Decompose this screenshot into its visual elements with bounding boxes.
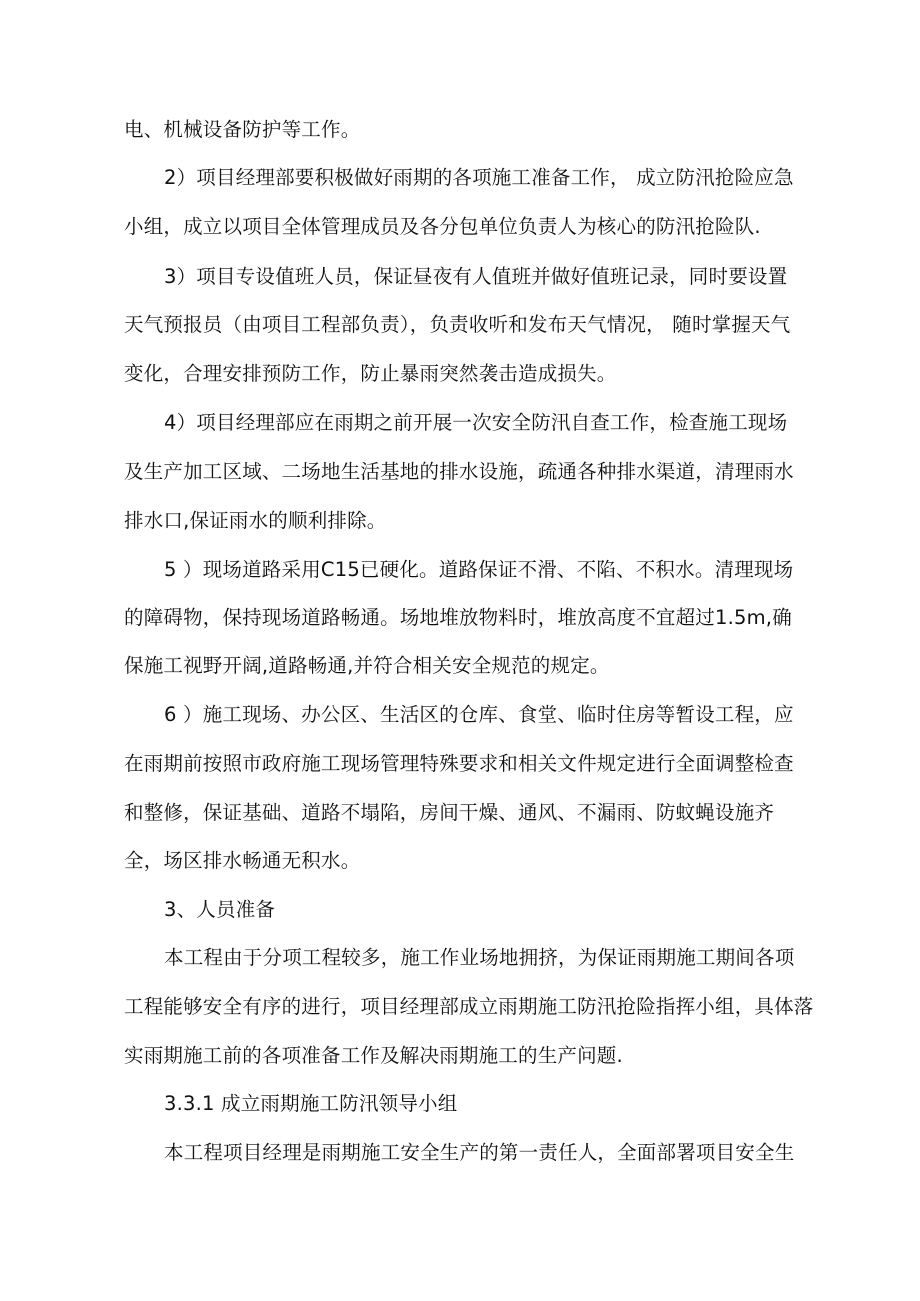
paragraph-3-line-1: 3）项目专设值班人员，保证昼夜有人值班并做好值班记录，同时要设置 — [164, 265, 788, 288]
paragraph-5-line-1: 5 ）现场道路采用C15已硬化。道路保证不滑、不陷、不积水。清理现场 — [164, 558, 794, 581]
paragraph-6-line-1: 6 ）施工现场、办公区、生活区的仓库、食堂、临时住房等暂设工程，应 — [164, 703, 794, 726]
paragraph-7-line-2: 工程能够安全有序的进行，项目经理部成立雨期施工防汛抢险指挥小组，具体落 — [124, 995, 814, 1018]
paragraph-6-line-2: 在雨期前按照市政府施工现场管理特殊要求和相关文件规定进行全面调整检查 — [124, 752, 794, 775]
subsection-heading-3-3-1: 3.3.1 成立雨期施工防汛领导小组 — [164, 1092, 458, 1115]
paragraph-3-line-2: 天气预报员（由项目工程部负责），负责收听和发布天气情况， 随时掌握天气 — [124, 313, 791, 336]
section-heading-staff-preparation: 3、人员准备 — [164, 898, 276, 921]
paragraph-4-line-1: 4）项目经理部应在雨期之前开展一次安全防汛自查工作，检查施工现场 — [164, 411, 788, 434]
paragraph-2-line-1: 2）项目经理部要积极做好雨期的各项施工准备工作， 成立防汛抢险应急 — [164, 166, 794, 189]
paragraph-4-line-2: 及生产加工区域、二场地生活基地的排水设施，疏通各种排水渠道，清理雨水 — [124, 460, 794, 483]
paragraph-7-line-3: 实雨期施工前的各项准备工作及解决雨期施工的生产问题. — [124, 1044, 623, 1067]
paragraph-6-line-4: 全，场区排水畅通无积水。 — [124, 849, 361, 872]
paragraph-3-line-3: 变化，合理安排预防工作，防止暴雨突然袭击造成损失。 — [124, 362, 617, 385]
paragraph-4-line-3: 排水口,保证雨水的顺利排除。 — [124, 509, 387, 532]
paragraph-5-line-2: 的障碍物，保持现场道路畅通。场地堆放物料时，堆放高度不宜超过1.5m,确 — [124, 606, 792, 629]
paragraph-8-line-1: 本工程项目经理是雨期施工安全生产的第一责任人，全面部署项目安全生 — [164, 1141, 795, 1164]
paragraph-2-line-2: 小组，成立以项目全体管理成员及各分包单位负责人为核心的防汛抢险队. — [124, 215, 761, 238]
text-line-1: 电、机械设备防护等工作。 — [124, 118, 361, 141]
paragraph-6-line-3: 和整修，保证基础、道路不塌陷，房间干燥、通风、不漏雨、防蚊蝇设施齐 — [124, 801, 775, 824]
paragraph-7-line-1: 本工程由于分项工程较多，施工作业场地拥挤，为保证雨期施工期间各项 — [164, 946, 795, 969]
paragraph-5-line-3: 保施工视野开阔,道路畅通,并符合相关安全规范的规定。 — [124, 654, 610, 677]
